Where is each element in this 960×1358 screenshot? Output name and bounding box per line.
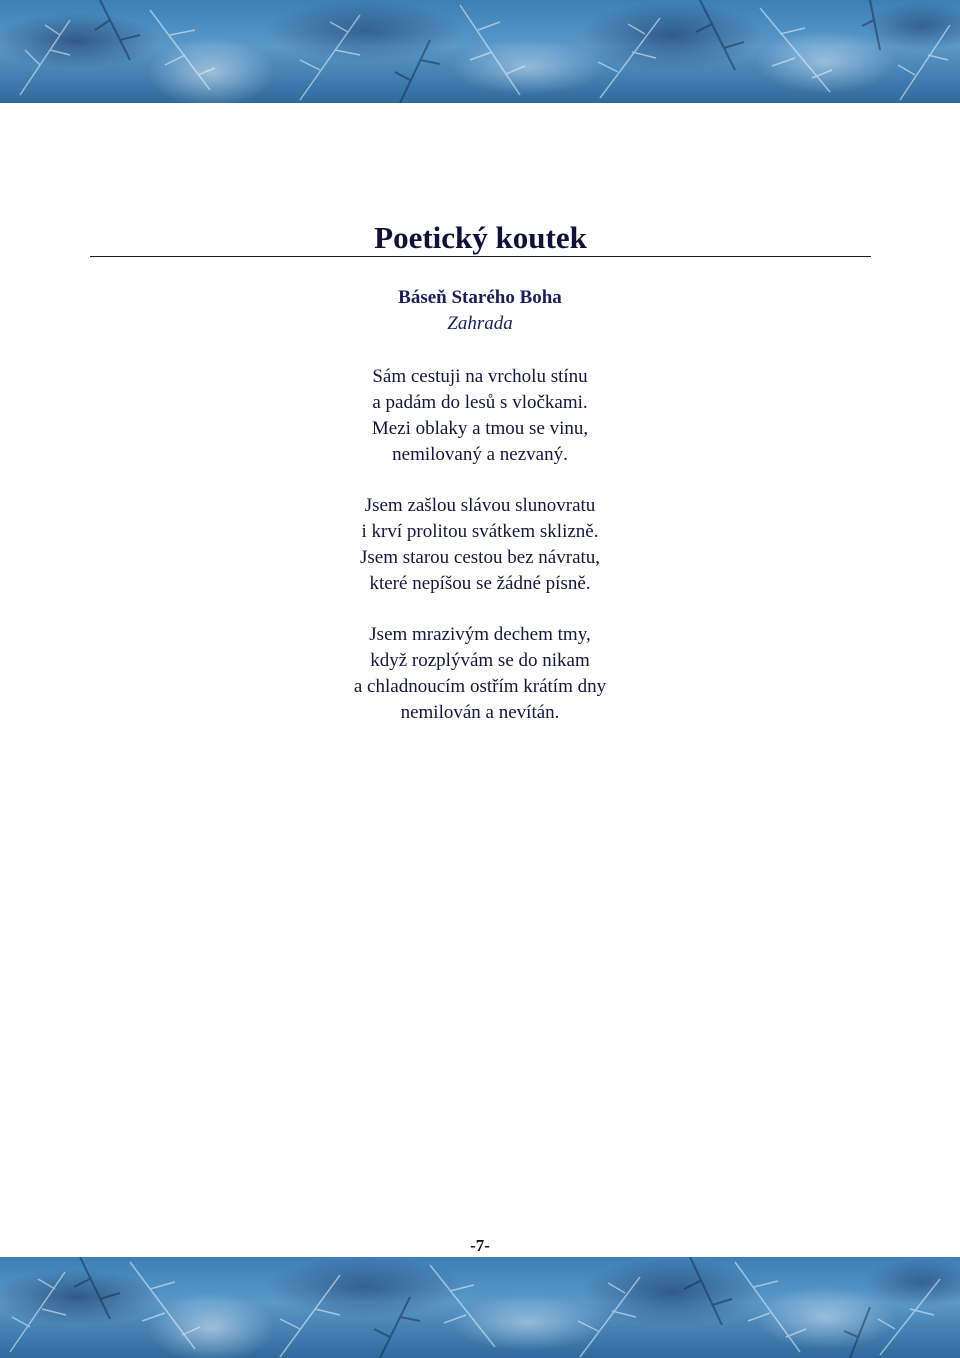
section-heading: Poetický koutek	[374, 220, 587, 255]
poem-body	[0, 364, 960, 751]
poem-line: a padám do lesů s vločkami.	[372, 392, 588, 413]
stanza-2	[0, 493, 960, 597]
poem-line: Mezi oblaky a tmou se vinu,	[371, 418, 589, 439]
heading-divider	[90, 256, 871, 257]
frost-pattern	[0, 1257, 960, 1358]
poem-line: Sám cestuji na vrcholu stínu	[372, 366, 588, 387]
poem-line: Jsem mrazivým dechem tmy,	[369, 624, 591, 645]
poem-line: když rozplývám se do nikam	[370, 650, 590, 671]
poem-line: které nepíšou se žádné písně.	[369, 573, 591, 594]
poem-line: Jsem zašlou slávou slunovratu	[364, 495, 596, 516]
poem-line: i krví prolitou svátkem sklizně.	[361, 521, 599, 542]
poem-line: nemilován a nevítán.	[400, 702, 560, 723]
poem-title: Báseň Starého Boha	[398, 287, 562, 308]
stanza-1	[0, 364, 960, 468]
stanza-3	[0, 622, 960, 726]
frost-footer-image	[0, 1257, 960, 1358]
poem-line: nemilovaný a nezvaný.	[392, 444, 568, 465]
frost-header-image	[0, 0, 960, 103]
poem-line: Jsem starou cestou bez návratu,	[359, 547, 601, 568]
page-number: -7-	[470, 1236, 490, 1255]
poem-line: a chladnoucím ostřím krátím dny	[353, 676, 607, 697]
poem-author: Zahrada	[447, 313, 513, 334]
frost-pattern	[0, 0, 960, 103]
